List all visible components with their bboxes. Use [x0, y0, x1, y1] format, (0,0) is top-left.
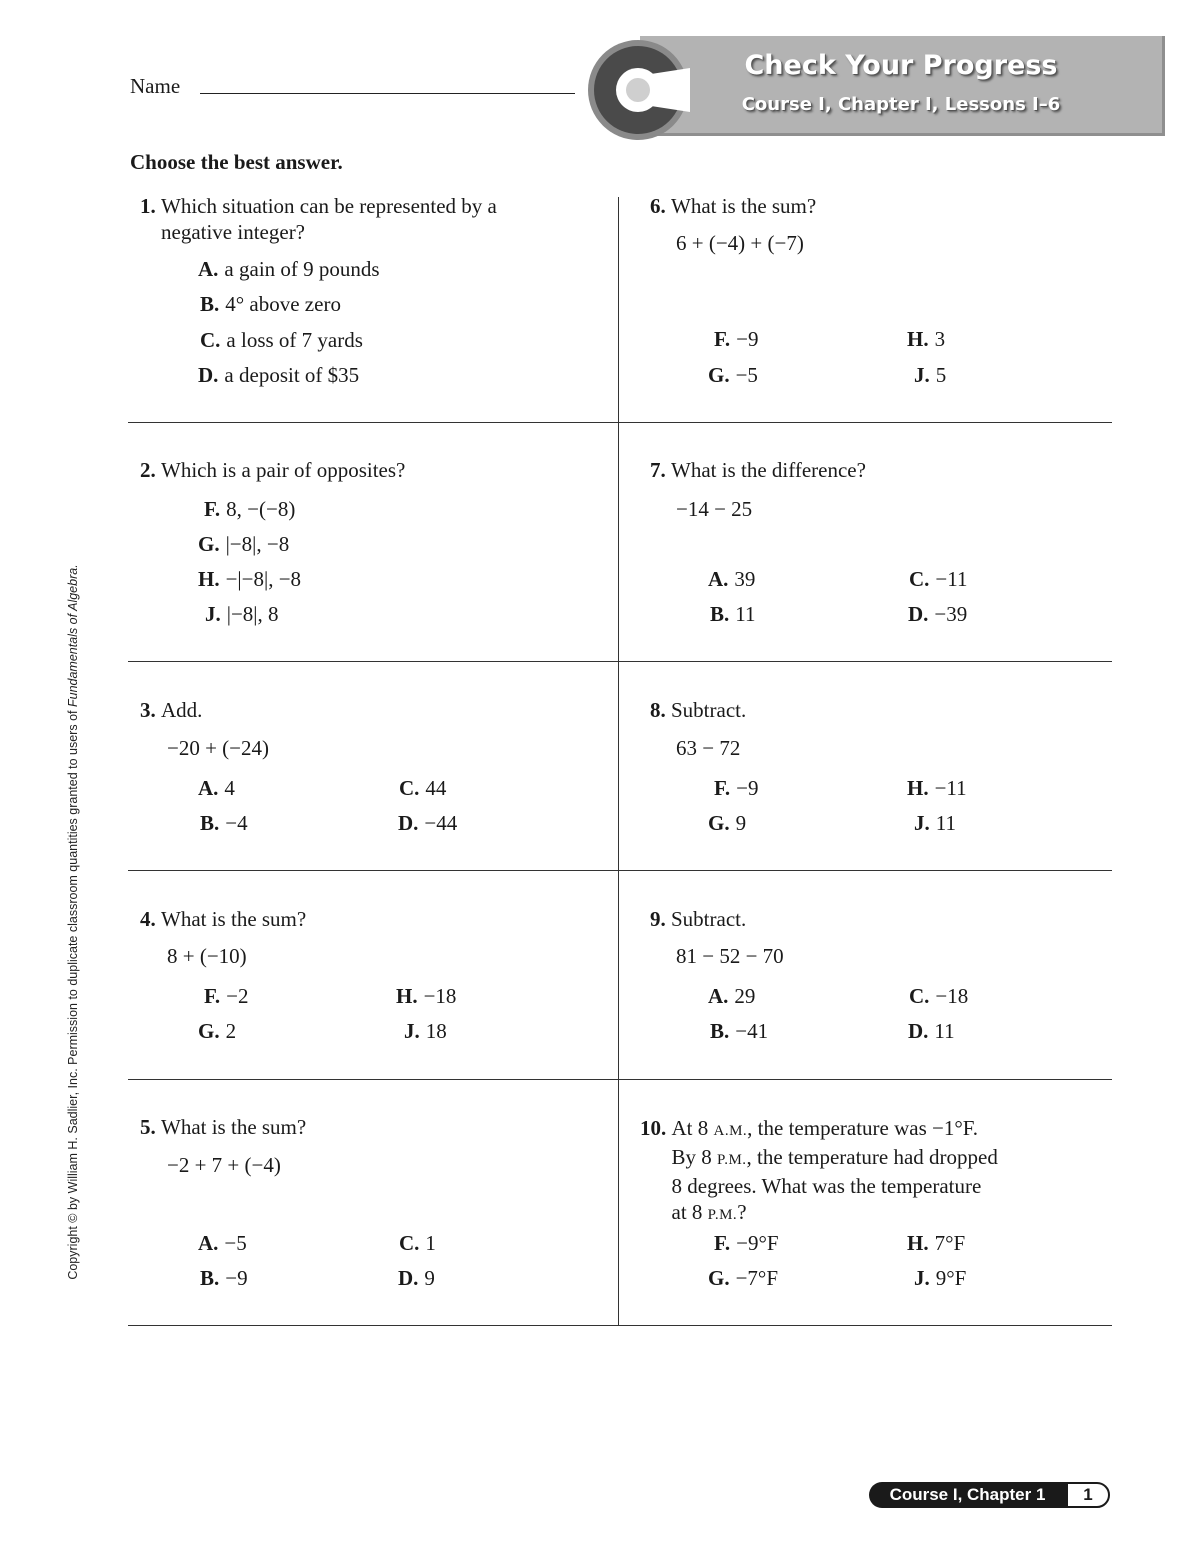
answer-option[interactable]: A. −5: [198, 1231, 247, 1255]
answer-option[interactable]: B. −41: [710, 1019, 769, 1043]
question-number: 7.: [650, 458, 666, 482]
question-text: What is the sum?: [161, 907, 307, 931]
answer-option[interactable]: B. 4° above zero: [200, 292, 341, 316]
question-text: What is the difference?: [671, 458, 866, 482]
answer-option[interactable]: D. 11: [908, 1019, 955, 1043]
answer-option[interactable]: H. 3: [907, 327, 946, 351]
question-number: 9.: [650, 907, 666, 931]
answer-option[interactable]: G. |−8|, −8: [198, 532, 290, 556]
column-divider: [618, 197, 619, 1326]
page-subtitle: Course I, Chapter I, Lessons I–6: [741, 94, 1061, 115]
math-expression: −2 + 7 + (−4): [167, 1153, 281, 1177]
row-divider: [128, 422, 1112, 423]
answer-option[interactable]: B. −9: [200, 1266, 248, 1290]
answer-option[interactable]: A. 39: [708, 567, 756, 591]
question-number: 1.: [140, 194, 156, 218]
answer-option[interactable]: G. −7°F: [708, 1266, 779, 1290]
answer-option[interactable]: D. −39: [908, 602, 968, 626]
answer-option[interactable]: J. 9°F: [914, 1266, 967, 1290]
math-expression: 63 − 72: [676, 736, 741, 760]
question-2: [140, 457, 405, 483]
question-number: 8.: [650, 698, 666, 722]
answer-option[interactable]: F. −9°F: [714, 1231, 779, 1255]
answer-option[interactable]: A. 4: [198, 776, 235, 800]
math-expression: 81 − 52 − 70: [676, 944, 784, 968]
answer-option[interactable]: F. −9: [714, 776, 759, 800]
footer-course-label: Course I, Chapter 1: [869, 1482, 1066, 1508]
book-title: Fundamentals of Algebra.: [66, 564, 80, 708]
math-expression: −14 − 25: [676, 497, 753, 521]
answer-option[interactable]: F. −9: [714, 327, 759, 351]
question-8: [650, 697, 746, 723]
row-divider: [128, 1079, 1112, 1080]
question-number: 3.: [140, 698, 156, 722]
answer-option[interactable]: H. 7°F: [907, 1231, 966, 1255]
question-number: 4.: [140, 907, 156, 931]
question-number: 10.: [640, 1116, 667, 1140]
answer-option[interactable]: J. 11: [914, 811, 956, 835]
question-text: Subtract.: [671, 907, 747, 931]
answer-option[interactable]: C. −18: [909, 984, 969, 1008]
row-divider: [128, 1325, 1112, 1326]
math-expression: −20 + (−24): [167, 736, 270, 760]
answer-option[interactable]: D. a deposit of $35: [198, 363, 360, 387]
answer-option[interactable]: F. −2: [204, 984, 249, 1008]
question-text: Which is a pair of opposites?: [161, 458, 406, 482]
row-divider: [128, 661, 1112, 662]
copyright-notice: [66, 564, 80, 1279]
math-expression: 8 + (−10): [167, 944, 247, 968]
page-number: 1: [1066, 1482, 1110, 1508]
instructions: Choose the best answer.: [130, 150, 343, 174]
question-6: [650, 193, 816, 219]
answer-option[interactable]: C. −11: [909, 567, 968, 591]
question-9: [650, 906, 746, 932]
answer-option[interactable]: G. 9: [708, 811, 747, 835]
answer-option[interactable]: G. −5: [708, 363, 758, 387]
answer-option[interactable]: A. a gain of 9 pounds: [198, 257, 380, 281]
question-4: [140, 906, 306, 932]
question-3: [140, 697, 202, 723]
answer-option[interactable]: C. a loss of 7 yards: [200, 328, 363, 352]
answer-option[interactable]: B. −4: [200, 811, 248, 835]
question-7: [650, 457, 866, 483]
question-text: At 8 A.M., the temperature was −1°F. By 8 P.M., the temperature had dropped 8 degrees. What was the temperature at 8 P.M.?: [671, 1116, 998, 1224]
answer-option[interactable]: J. |−8|, 8: [205, 602, 279, 626]
question-text: Subtract.: [671, 698, 747, 722]
answer-option[interactable]: C. 1: [399, 1231, 436, 1255]
name-field-line[interactable]: [200, 93, 575, 94]
answer-option[interactable]: H. −|−8|, −8: [198, 567, 302, 591]
copyright-text: Copyright © by William H. Sadlier, Inc. Permission to duplicate classroom quantities granted to users of: [66, 710, 80, 1280]
question-number: 2.: [140, 458, 156, 482]
check-progress-logo-icon: [586, 38, 690, 142]
question-text: What is the sum?: [161, 1115, 307, 1139]
answer-option[interactable]: F. 8, −(−8): [204, 497, 296, 521]
question-10: [640, 1115, 998, 1228]
question-text: Add.: [161, 698, 203, 722]
answer-option[interactable]: G. 2: [198, 1019, 237, 1043]
question-text: What is the sum?: [671, 194, 817, 218]
answer-option[interactable]: B. 11: [710, 602, 756, 626]
question-text: Which situation can be represented by a negative integer?: [161, 194, 497, 244]
name-label: Name: [130, 74, 181, 98]
question-number: 6.: [650, 194, 666, 218]
answer-option[interactable]: J. 5: [914, 363, 947, 387]
answer-option[interactable]: J. 18: [404, 1019, 447, 1043]
question-5: [140, 1114, 306, 1140]
question-1: [140, 193, 497, 245]
question-number: 5.: [140, 1115, 156, 1139]
page-footer: [869, 1482, 1113, 1508]
answer-option[interactable]: A. 29: [708, 984, 756, 1008]
row-divider: [128, 870, 1112, 871]
answer-option[interactable]: D. −44: [398, 811, 458, 835]
answer-option[interactable]: H. −18: [396, 984, 457, 1008]
answer-option[interactable]: D. 9: [398, 1266, 435, 1290]
math-expression: 6 + (−4) + (−7): [676, 231, 804, 255]
page-title: Check Your Progress: [744, 50, 1058, 81]
answer-option[interactable]: H. −11: [907, 776, 967, 800]
title-banner: [640, 36, 1165, 136]
answer-option[interactable]: C. 44: [399, 776, 447, 800]
